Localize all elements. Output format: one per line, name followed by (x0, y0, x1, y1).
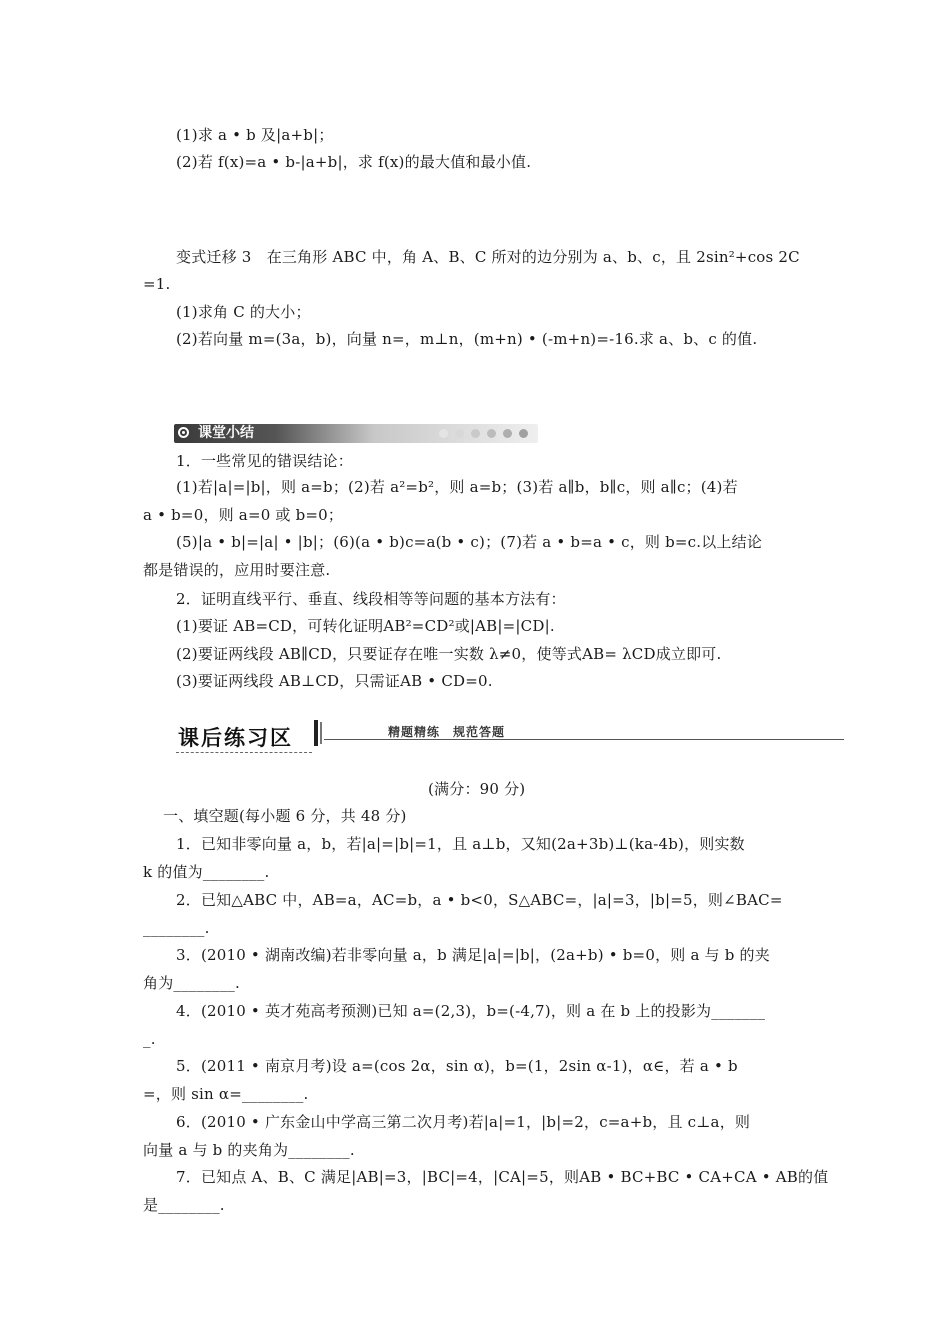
header-dashed-rule (176, 752, 312, 753)
text-line: (1)求角 C 的大小； (176, 303, 311, 321)
dot-icon (471, 429, 480, 438)
dot-icon (487, 429, 496, 438)
question-line: k 的值为________. (143, 863, 270, 881)
text-line: (5)|a • b|=|a| • |b|；(6)(a • b)c=a(b • c)；(7)若 a • b=a • c，则 b=c.以上结论 (176, 533, 763, 551)
text-line: 1．一些常见的错误结论： (176, 452, 353, 470)
question-line: 6．(2010 • 广东金山中学高三第二次月考)若|a|=1，|b|=2，c=a+b，且 c⊥a，则 (176, 1113, 751, 1131)
homework-section-subtitle: 精题精练 规范答题 (388, 725, 506, 739)
dot-icon (503, 429, 512, 438)
dot-icon (519, 429, 528, 438)
question-line: 4．(2010 • 英才苑高考预测)已知 a=(2,3)，b=(-4,7)，则 a 在 b 上的投影为_______ (176, 1002, 766, 1020)
dot-icon (439, 429, 448, 438)
question-line: 2．已知△ABC 中，AB=a，AC=b，a • b<0，S△ABC=，|a|=3，|b|=5，则∠BAC= (176, 891, 783, 909)
summary-header-title: 课堂小结 (198, 425, 254, 441)
header-divider (320, 722, 322, 744)
text-line: a • b=0，则 a=0 或 b=0； (143, 506, 344, 524)
question-line: 是________. (143, 1196, 225, 1214)
question-line: 3．(2010 • 湖南改编)若非零向量 a，b 满足|a|=|b|，(2a+b) • b=0，则 a 与 b 的夹 (176, 946, 770, 964)
homework-section-title: 课后练习区 (178, 726, 293, 750)
summary-section-header (174, 424, 538, 443)
text-line: (2)若 f(x)=a • b-|a+b|，求 f(x)的最大值和最小值. (176, 153, 532, 171)
text-line: (3)要证两线段 AB⊥CD，只需证AB • CD=0. (176, 672, 493, 690)
text-line: 2．证明直线平行、垂直、线段相等等问题的基本方法有： (176, 590, 566, 608)
text-line: (2)要证两线段 AB∥CD，只要证存在唯一实数 λ≠0，使等式AB= λCD成立即可. (176, 645, 722, 663)
question-line: 7．已知点 A、B、C 满足|AB|=3，|BC|=4，|CA|=5，则AB • BC+BC • CA+CA • AB的值 (176, 1168, 829, 1186)
text-line: (1)若|a|=|b|，则 a=b；(2)若 a²=b²，则 a=b；(3)若 a∥b，b∥c，则 a∥c；(4)若 (176, 478, 738, 496)
section-heading: 一、填空题(每小题 6 分，共 48 分) (163, 807, 407, 825)
decorative-dots (439, 429, 528, 438)
question-line: 角为________. (143, 974, 240, 992)
target-circle-icon (178, 427, 189, 438)
dot-icon (455, 429, 464, 438)
header-rule (324, 739, 844, 740)
header-divider (314, 720, 318, 746)
question-line: _. (143, 1030, 156, 1048)
question-line: =，则 sin α=________. (143, 1085, 309, 1103)
question-line: 5．(2011 • 南京月考)设 a=(cos 2α，sin α)，b=(1，2sin α-1)，α∈，若 a • b (176, 1057, 738, 1075)
text-line: (1)要证 AB=CD，可转化证明AB²=CD²或|AB|=|CD|. (176, 617, 555, 635)
question-line: ________. (143, 919, 210, 937)
text-line: (2)若向量 m=(3a，b)，向量 n=，m⊥n，(m+n) • (-m+n)=-16.求 a、b、c 的值. (176, 330, 758, 348)
text-line: =1. (143, 275, 171, 293)
question-line: 1．已知非零向量 a，b，若|a|=|b|=1，且 a⊥b，又知(2a+3b)⊥(ka-4b)，则实数 (176, 835, 745, 853)
text-line: 都是错误的，应用时要注意. (143, 561, 331, 579)
full-score-note: (满分：90 分) (428, 780, 526, 798)
question-line: 向量 a 与 b 的夹角为________. (143, 1141, 355, 1159)
text-line: (1)求 a • b 及|a+b|； (176, 126, 334, 144)
text-line: 变式迁移 3 在三角形 ABC 中，角 A、B、C 所对的边分别为 a、b、c，且 2sin²+cos 2C (176, 248, 800, 266)
